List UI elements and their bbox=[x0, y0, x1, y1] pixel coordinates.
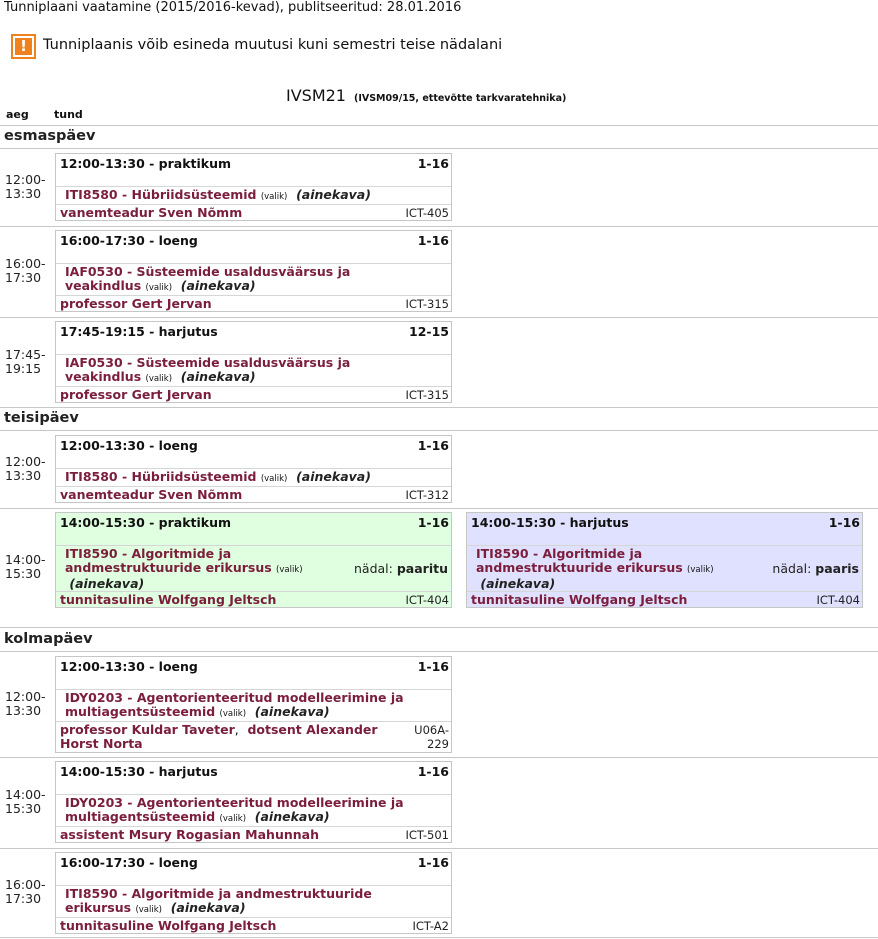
room: ICT-405 bbox=[405, 206, 449, 220]
column-header-lesson: tund bbox=[54, 108, 83, 121]
teacher-link[interactable]: tunnitasuline Wolfgang Jeltsch bbox=[60, 592, 277, 607]
ainekava-link: (ainekava) bbox=[296, 469, 371, 484]
course-link[interactable]: ITI8580 - Hübriidsüsteemid (valik) (ainekava) bbox=[65, 469, 371, 484]
room: ICT-A2 bbox=[412, 919, 449, 933]
lesson-header: 16:00-17:30 - loeng 1-16 bbox=[60, 233, 449, 248]
lesson-header: 12:00-13:30 - loeng 1-16 bbox=[60, 659, 449, 674]
course-link[interactable]: IAF0530 - Süsteemide usaldusväärsus ja veakindlus (valik) (ainekava) bbox=[65, 355, 351, 384]
divider bbox=[0, 848, 878, 849]
lesson-header: 14:00-15:30 - harjutus 1-16 bbox=[471, 515, 860, 530]
teacher-link[interactable]: Horst Norta bbox=[60, 736, 143, 751]
time-cell: 12:00- 13:30 bbox=[5, 689, 46, 718]
page-title: Tunniplaani vaatamine (2015/2016-kevad), publitseeritud: 28.01.2016 bbox=[4, 0, 462, 15]
lesson-header: 12:00-13:30 - loeng 1-16 bbox=[60, 438, 449, 453]
teacher-link[interactable]: tunnitasuline Wolfgang Jeltsch bbox=[60, 918, 277, 933]
time-cell: 16:00- 17:30 bbox=[5, 877, 46, 906]
room: ICT-404 bbox=[405, 593, 449, 607]
weeks-range: 1-16 bbox=[417, 764, 449, 779]
room: ICT-404 bbox=[816, 593, 860, 607]
room: U06A- 229 bbox=[414, 723, 449, 751]
teacher-link[interactable]: dotsent Alexander bbox=[247, 722, 378, 737]
time-cell: 12:00- 13:30 bbox=[5, 454, 46, 483]
group-subtitle: (IVSM09/15, ettevõtte tarkvaratehnika) bbox=[353, 93, 567, 104]
room: ICT-312 bbox=[405, 488, 449, 502]
time-cell: 12:00- 13:30 bbox=[5, 172, 46, 201]
course-link[interactable]: IDY0203 - Agentorienteeritud modelleerimine ja multiagentsüsteemid (valik) (ainekava) bbox=[65, 690, 404, 719]
lesson-card bbox=[466, 512, 863, 608]
teacher-link[interactable]: professor Gert Jervan bbox=[60, 387, 212, 402]
ainekava-link: (ainekava) bbox=[69, 576, 145, 591]
weeks-range: 12-15 bbox=[409, 324, 449, 339]
course-link[interactable]: ITI8590 - Algoritmide ja andmestruktuuride erikursus (valik) (ainekava) bbox=[65, 886, 372, 915]
teacher-link[interactable]: professor Kuldar Taveter bbox=[60, 722, 235, 737]
divider bbox=[0, 651, 878, 652]
time-cell: 17:45- 19:15 bbox=[5, 347, 46, 376]
day-header-wednesday: kolmapäev bbox=[4, 631, 93, 647]
divider bbox=[0, 937, 878, 938]
group-title bbox=[286, 86, 566, 105]
course-link[interactable]: IAF0530 - Süsteemide usaldusväärsus ja veakindlus (valik) (ainekava) bbox=[65, 264, 351, 293]
day-header-tuesday: teisipäev bbox=[4, 410, 79, 426]
teacher-link[interactable]: tunnitasuline Wolfgang Jeltsch bbox=[471, 592, 688, 607]
lesson-card bbox=[55, 656, 452, 753]
notice-text: Tunniplaanis võib esineda muutusi kuni semestri teise nädalani bbox=[43, 37, 503, 53]
lesson-card bbox=[55, 153, 452, 221]
warning-icon: ! bbox=[11, 34, 36, 59]
lesson-header: 12:00-13:30 - praktikum 1-16 bbox=[60, 156, 449, 171]
ainekava-link: (ainekava) bbox=[254, 704, 330, 719]
ainekava-link: (ainekava) bbox=[180, 369, 256, 384]
week-parity: nädal: paaritu bbox=[353, 561, 448, 576]
room: ICT-315 bbox=[405, 297, 449, 311]
divider bbox=[0, 757, 878, 758]
lesson-header: 16:00-17:30 - loeng 1-16 bbox=[60, 855, 449, 870]
divider bbox=[0, 430, 878, 431]
ainekava-link: (ainekava) bbox=[180, 278, 256, 293]
ainekava-link: (ainekava) bbox=[170, 900, 246, 915]
weeks-range: 1-16 bbox=[417, 515, 449, 530]
teacher-link[interactable]: assistent Msury Rogasian Mahunnah bbox=[60, 827, 319, 842]
time-cell: 14:00- 15:30 bbox=[5, 787, 46, 816]
divider bbox=[0, 148, 878, 149]
weeks-range: 1-16 bbox=[828, 515, 860, 530]
weeks-range: 1-16 bbox=[417, 156, 449, 171]
course-link[interactable]: ITI8580 - Hübriidsüsteemid (valik) (ainekava) bbox=[65, 187, 371, 202]
weeks-range: 1-16 bbox=[417, 233, 449, 248]
weeks-range: 1-16 bbox=[417, 438, 449, 453]
teacher-link[interactable]: vanemteadur Sven Nõmm bbox=[60, 487, 243, 502]
weeks-range: 1-16 bbox=[417, 855, 449, 870]
divider bbox=[0, 627, 878, 628]
divider bbox=[0, 125, 878, 126]
lesson-card bbox=[55, 761, 452, 843]
time-cell: 16:00- 17:30 bbox=[5, 256, 46, 285]
course-link[interactable]: IDY0203 - Agentorienteeritud modelleerimine ja multiagentsüsteemid (valik) (ainekava) bbox=[65, 795, 404, 824]
ainekava-link: (ainekava) bbox=[296, 187, 371, 202]
divider bbox=[0, 407, 878, 408]
room: ICT-501 bbox=[405, 828, 449, 842]
divider bbox=[0, 226, 878, 227]
divider bbox=[0, 317, 878, 318]
course-link[interactable]: ITI8590 - Algoritmide ja andmestruktuuride erikursus (valik) (ainekava) bbox=[65, 546, 303, 591]
lesson-header: 14:00-15:30 - harjutus 1-16 bbox=[60, 764, 449, 779]
divider bbox=[0, 508, 878, 509]
lesson-header: 14:00-15:30 - praktikum 1-16 bbox=[60, 515, 449, 530]
lesson-card bbox=[55, 230, 452, 312]
teacher-link[interactable]: professor Gert Jervan bbox=[60, 296, 212, 311]
lesson-card bbox=[55, 512, 452, 608]
group-code: IVSM21 bbox=[286, 86, 346, 105]
lesson-card bbox=[55, 321, 452, 403]
lesson-card bbox=[55, 852, 452, 934]
lesson-header: 17:45-19:15 - harjutus 12-15 bbox=[60, 324, 449, 339]
day-header-monday: esmaspäev bbox=[4, 128, 96, 144]
ainekava-link: (ainekava) bbox=[254, 809, 330, 824]
week-parity: nädal: paaris bbox=[772, 561, 859, 576]
course-link[interactable]: ITI8590 - Algoritmide ja andmestruktuuride erikursus (valik) (ainekava) bbox=[476, 546, 714, 591]
teacher-link[interactable]: vanemteadur Sven Nõmm bbox=[60, 205, 243, 220]
time-cell: 14:00- 15:30 bbox=[5, 552, 46, 581]
ainekava-link: (ainekava) bbox=[480, 576, 556, 591]
teacher-list: professor Kuldar Taveter, dotsent Alexander Horst Norta bbox=[60, 723, 400, 751]
room: ICT-315 bbox=[405, 388, 449, 402]
lesson-card bbox=[55, 435, 452, 503]
weeks-range: 1-16 bbox=[417, 659, 449, 674]
column-header-time: aeg bbox=[6, 108, 29, 121]
